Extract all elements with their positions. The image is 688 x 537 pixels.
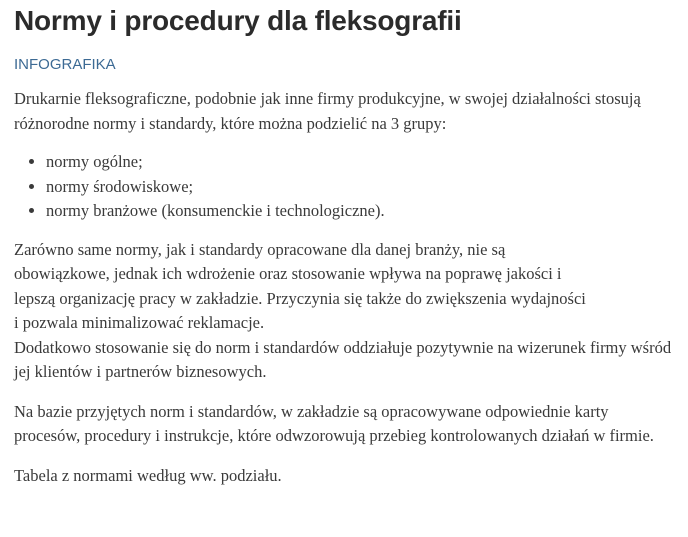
page-title: Normy i procedury dla fleksografii (14, 5, 462, 36)
list-item: • normy środowiskowe; (46, 175, 678, 200)
intro-paragraph: Drukarnie fleksograficzne, podobnie jak inne firmy produkcyjne, w swojej działalności stosują różnorodne normy i standardy, które można podzielić na 3 grupy: (14, 89, 641, 133)
category-link[interactable]: INFOGRAFIKA (14, 56, 116, 73)
article (14, 0, 678, 488)
paragraph-procedures: Na bazie przyjętych norm i standardów, w zakładzie są opracowywane odpowiednie karty procesów, procedury i instrukcje, które odwzorowują przebieg kontrolowanych działań w firmie. (14, 401, 654, 445)
paragraph-table-intro: Tabela z normami według ww. podziału. (14, 465, 282, 485)
list-item: • normy branżowe (konsumenckie i technologiczne). (46, 199, 678, 224)
norms-list (14, 150, 678, 224)
list-item: • normy ogólne; (46, 150, 678, 175)
paragraph-standards: Zarówno same normy, jak i standardy opracowane dla danej branży, nie są obowiązkowe, jednak ich wdrożenie oraz stosowanie wpływa na poprawę jakości i lepszą organizację pracy w zakładzie. Przyczynia się także do zwiększenia wydajności i pozwala minimalizować reklamacje. (14, 239, 586, 332)
paragraph-image: Dodatkowo stosowanie się do norm i standardów oddziałuje pozytywnie na wizerunek firmy wśród jej klientów i partnerów biznesowych. (14, 337, 672, 381)
